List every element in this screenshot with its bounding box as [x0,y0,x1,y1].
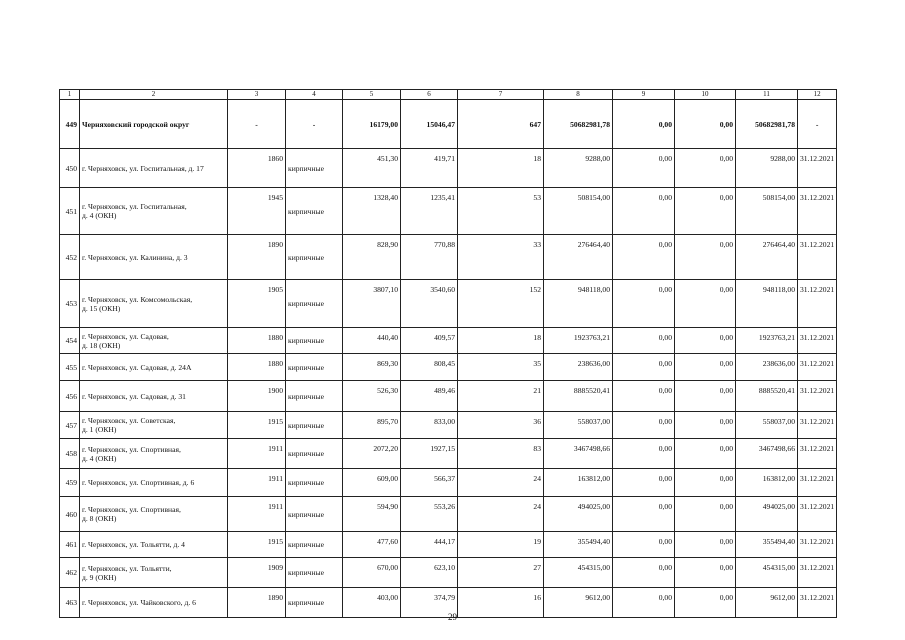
total-cell: 647 [458,100,544,149]
area-total-cell: 869,30 [343,354,401,381]
table-row [60,558,837,588]
year-cell: 1890 [228,235,286,280]
row-number: 460 [60,497,80,532]
area-total-cell: 1328,40 [343,188,401,235]
header-cell: 1 [60,90,80,100]
table-row [60,532,837,558]
year-cell: 1860 [228,149,286,188]
value-cell: 0,00 [613,497,675,532]
value-cell: 0,00 [675,588,736,618]
address-line: г. Черняховск, ул. Госпитальная, [82,202,187,211]
address-line: г. Черняховск, ул. Чайковского, д. 6 [82,598,196,607]
value-cell: 0,00 [613,439,675,469]
residents-cell: 27 [458,558,544,588]
table-row [60,188,837,235]
district-name: Черняховский городской округ [80,100,228,149]
value-cell: 0,00 [675,439,736,469]
year-cell: 1900 [228,381,286,412]
address-line: г. Черняховск, ул. Садовая, д. 31 [82,391,186,401]
header-cell: 5 [343,90,401,100]
address-line: г. Черняховск, ул. Комсомольская, [82,294,193,304]
row-number: 458 [60,439,80,469]
row-number: 453 [60,280,80,328]
row-number: 462 [60,558,80,588]
header-cell: 12 [798,90,837,100]
material-cell: кирпичные [286,558,343,588]
date-cell: 31.12.2021 [798,280,837,328]
value-cell: 163812,00 [736,469,798,497]
material-cell: кирпичные [286,188,343,235]
address-line: д. 15 (ОКН) [82,303,121,313]
address-cell [80,354,228,381]
value-cell: 0,00 [613,469,675,497]
material-cell: кирпичные [286,439,343,469]
area-total-cell: 440,40 [343,328,401,354]
value-cell: 0,00 [675,381,736,412]
value-cell: 494025,00 [736,497,798,532]
address-line: д. 18 (ОКН) [82,340,121,350]
value-cell: 9288,00 [736,149,798,188]
residents-cell: 152 [458,280,544,328]
area-total-cell: 828,90 [343,235,401,280]
material-cell: кирпичные [286,328,343,354]
area-living-cell: 419,71 [401,149,458,188]
area-living-cell: 374,79 [401,588,458,618]
total-cell: 50682981,78 [544,100,613,149]
value-cell: 0,00 [613,412,675,439]
header-cell: 10 [675,90,736,100]
address-cell [80,497,228,532]
residents-cell: 19 [458,532,544,558]
value-cell: 276464,40 [736,235,798,280]
table-row [60,235,837,280]
address-cell [80,532,228,558]
area-living-cell: 1927,15 [401,439,458,469]
value-cell: 0,00 [613,188,675,235]
date-cell: 31.12.2021 [798,558,837,588]
address-line: г. Черняховск, ул. Спортивная, [82,444,181,454]
table-row [60,439,837,469]
area-living-cell: 553,26 [401,497,458,532]
year-cell: 1915 [228,412,286,439]
address-line: д. 9 (ОКН) [82,572,117,582]
address-line: г. Черняховск, ул. Садовая, [82,331,169,341]
header-cell: 2 [80,90,228,100]
value-cell: 948118,00 [736,280,798,328]
header-row [60,90,837,100]
value-cell: 8885520,41 [736,381,798,412]
cost-cell: 494025,00 [544,497,613,532]
area-living-cell: 566,37 [401,469,458,497]
value-cell: 3467498,66 [736,439,798,469]
value-cell: 0,00 [613,280,675,328]
cost-cell: 9612,00 [544,588,613,618]
year-cell: 1880 [228,354,286,381]
year-cell: 1909 [228,558,286,588]
address-cell [80,381,228,412]
year-cell: 1945 [228,188,286,235]
row-number: 454 [60,328,80,354]
address-line: г. Черняховск, ул. Советская, [82,416,176,425]
address-line: г. Черняховск, ул. Спортивная, д. 6 [82,478,195,487]
row-number: 452 [60,235,80,280]
value-cell: 0,00 [613,328,675,354]
table-row [60,280,837,328]
cost-cell: 238636,00 [544,354,613,381]
material-cell: кирпичные [286,354,343,381]
date-cell: 31.12.2021 [798,439,837,469]
value-cell: 0,00 [613,381,675,412]
address-line: г. Черняховск, ул. Садовая, д. 24А [82,362,192,372]
area-living-cell: 770,88 [401,235,458,280]
date-cell: 31.12.2021 [798,354,837,381]
cost-cell: 948118,00 [544,280,613,328]
cost-cell: 454315,00 [544,558,613,588]
area-total-cell: 477,60 [343,532,401,558]
value-cell: 0,00 [675,558,736,588]
table-row [60,412,837,439]
area-total-cell: 2072,20 [343,439,401,469]
cost-cell: 163812,00 [544,469,613,497]
row-number: 463 [60,588,80,618]
cost-cell: 1923763,21 [544,328,613,354]
row-number: 457 [60,412,80,439]
date-cell: 31.12.2021 [798,588,837,618]
material-cell: кирпичные [286,381,343,412]
address-cell [80,412,228,439]
year-cell: 1915 [228,532,286,558]
header-cell: 7 [458,90,544,100]
address-line: д. 1 (ОКН) [82,425,117,434]
total-cell: - [228,100,286,149]
cost-cell: 355494,40 [544,532,613,558]
residents-cell: 36 [458,412,544,439]
value-cell: 0,00 [675,497,736,532]
cost-cell: 3467498,66 [544,439,613,469]
material-cell: кирпичные [286,149,343,188]
address-cell [80,469,228,497]
value-cell: 0,00 [675,532,736,558]
value-cell: 1923763,21 [736,328,798,354]
area-living-cell: 833,00 [401,412,458,439]
area-living-cell: 623,10 [401,558,458,588]
value-cell: 508154,00 [736,188,798,235]
total-row [60,100,837,149]
year-cell: 1880 [228,328,286,354]
header-cell: 9 [613,90,675,100]
date-cell: 31.12.2021 [798,149,837,188]
date-cell: 31.12.2021 [798,412,837,439]
value-cell: 238636,00 [736,354,798,381]
date-cell: 31.12.2021 [798,381,837,412]
address-cell [80,328,228,354]
table-row [60,469,837,497]
address-line: г. Черняховск, ул. Калинина, д. 3 [82,252,188,262]
date-cell: 31.12.2021 [798,328,837,354]
value-cell: 9612,00 [736,588,798,618]
material-cell: кирпичные [286,497,343,532]
value-cell: 454315,00 [736,558,798,588]
year-cell: 1890 [228,588,286,618]
data-table [59,89,837,618]
area-living-cell: 489,46 [401,381,458,412]
date-cell: 31.12.2021 [798,188,837,235]
row-number: 449 [60,100,80,149]
row-number: 450 [60,149,80,188]
value-cell: 0,00 [675,354,736,381]
row-number: 461 [60,532,80,558]
address-cell [80,149,228,188]
row-number: 459 [60,469,80,497]
area-living-cell: 3540,60 [401,280,458,328]
area-living-cell: 808,45 [401,354,458,381]
value-cell: 0,00 [675,149,736,188]
cost-cell: 8885520,41 [544,381,613,412]
row-number: 456 [60,381,80,412]
value-cell: 0,00 [613,558,675,588]
value-cell: 0,00 [613,149,675,188]
value-cell: 355494,40 [736,532,798,558]
value-cell: 558037,00 [736,412,798,439]
area-total-cell: 3807,10 [343,280,401,328]
material-cell: кирпичные [286,532,343,558]
residents-cell: 18 [458,149,544,188]
area-total-cell: 526,30 [343,381,401,412]
address-line: д. 8 (ОКН) [82,514,117,523]
address-line: г. Черняховск, ул. Тольятти, д. 4 [82,540,185,549]
header-cell: 8 [544,90,613,100]
address-cell [80,188,228,235]
material-cell: кирпичные [286,280,343,328]
total-cell: 50682981,78 [736,100,798,149]
address-cell [80,280,228,328]
total-cell: - [286,100,343,149]
address-line: д. 4 (ОКН) [82,453,117,463]
material-cell: кирпичные [286,235,343,280]
material-cell: кирпичные [286,469,343,497]
total-cell: - [798,100,837,149]
value-cell: 0,00 [613,235,675,280]
value-cell: 0,00 [675,469,736,497]
total-cell: 15046,47 [401,100,458,149]
cost-cell: 9288,00 [544,149,613,188]
residents-cell: 35 [458,354,544,381]
area-total-cell: 670,00 [343,558,401,588]
header-cell: 11 [736,90,798,100]
table-row [60,381,837,412]
row-number: 451 [60,188,80,235]
value-cell: 0,00 [675,280,736,328]
cost-cell: 508154,00 [544,188,613,235]
address-line: г. Черняховск, ул. Спортивная, [82,505,181,514]
address-line: г. Черняховск, ул. Тольятти, [82,563,172,573]
area-living-cell: 1235,41 [401,188,458,235]
date-cell: 31.12.2021 [798,497,837,532]
residents-cell: 33 [458,235,544,280]
header-cell: 3 [228,90,286,100]
header-cell: 6 [401,90,458,100]
header-cell: 4 [286,90,343,100]
table-row [60,149,837,188]
residents-cell: 83 [458,439,544,469]
address-cell [80,439,228,469]
year-cell: 1911 [228,469,286,497]
table-row [60,354,837,381]
residents-cell: 24 [458,469,544,497]
year-cell: 1911 [228,439,286,469]
area-total-cell: 403,00 [343,588,401,618]
residents-cell: 53 [458,188,544,235]
value-cell: 0,00 [613,588,675,618]
cost-cell: 276464,40 [544,235,613,280]
date-cell: 31.12.2021 [798,532,837,558]
address-line: д. 4 (ОКН) [82,211,117,220]
year-cell: 1911 [228,497,286,532]
date-cell: 31.12.2021 [798,235,837,280]
table-row [60,328,837,354]
address-line: г. Черняховск, ул. Госпитальная, д. 17 [82,163,204,173]
total-cell: 0,00 [675,100,736,149]
value-cell: 0,00 [675,188,736,235]
table-row [60,497,837,532]
area-living-cell: 409,57 [401,328,458,354]
page-number: 29 [448,612,457,622]
material-cell: кирпичные [286,588,343,618]
material-cell: кирпичные [286,412,343,439]
residents-cell: 21 [458,381,544,412]
date-cell: 31.12.2021 [798,469,837,497]
residents-cell: 16 [458,588,544,618]
value-cell: 0,00 [675,328,736,354]
value-cell: 0,00 [613,532,675,558]
residents-cell: 24 [458,497,544,532]
year-cell: 1905 [228,280,286,328]
row-number: 455 [60,354,80,381]
area-total-cell: 609,00 [343,469,401,497]
address-cell [80,235,228,280]
address-cell [80,558,228,588]
cost-cell: 558037,00 [544,412,613,439]
value-cell: 0,00 [675,235,736,280]
value-cell: 0,00 [675,412,736,439]
total-cell: 0,00 [613,100,675,149]
area-living-cell: 444,17 [401,532,458,558]
value-cell: 0,00 [613,354,675,381]
area-total-cell: 451,30 [343,149,401,188]
area-total-cell: 895,70 [343,412,401,439]
residents-cell: 18 [458,328,544,354]
area-total-cell: 594,90 [343,497,401,532]
total-cell: 16179,00 [343,100,401,149]
